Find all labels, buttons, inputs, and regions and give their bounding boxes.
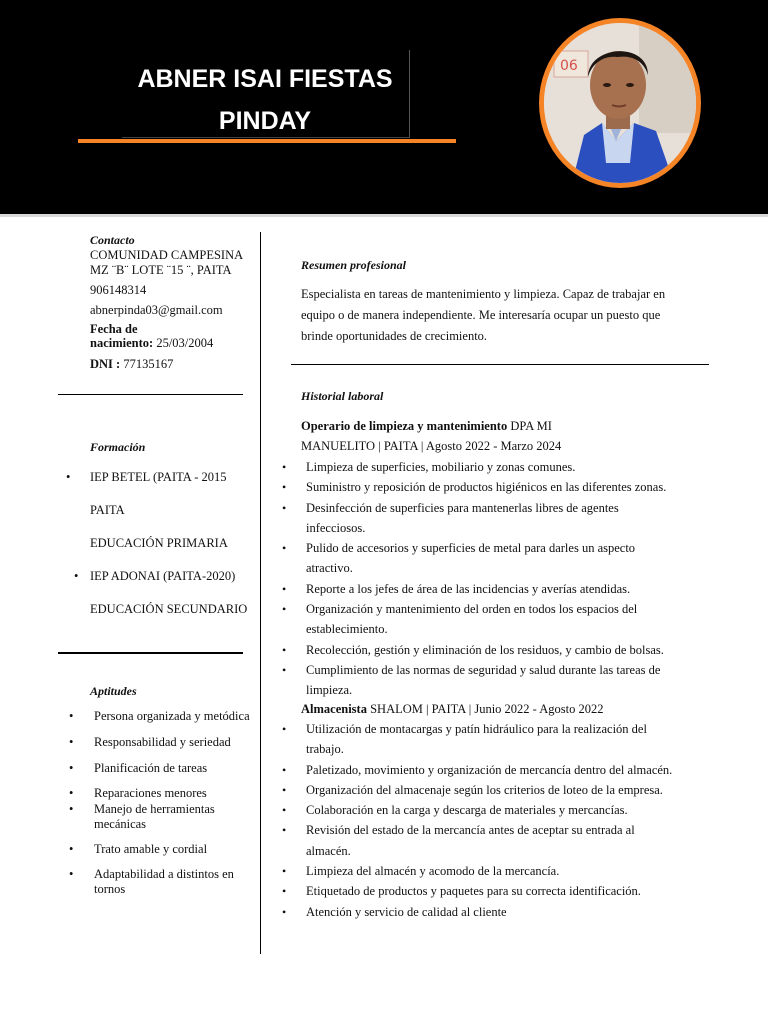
birth-label-2: nacimiento: bbox=[90, 336, 154, 350]
bullet-dot: • bbox=[74, 569, 79, 583]
school-1-level: EDUCACIÓN PRIMARIA bbox=[90, 536, 228, 550]
list-item: • Organización del almacenaje según los criterios de loteo de la empresa. bbox=[281, 780, 681, 800]
job-2-duties bbox=[281, 719, 681, 922]
divider-contact bbox=[58, 394, 243, 395]
name-line-2: PINDAY bbox=[218, 107, 312, 135]
phone: 906148314 bbox=[90, 283, 147, 297]
school-1: IEP BETEL (PAITA - 2015 bbox=[90, 470, 227, 484]
list-item: • Reporte a los jefes de área de las incidencias y averías atendidas. bbox=[281, 579, 681, 599]
accent-underline bbox=[78, 139, 456, 143]
svg-text:06: 06 bbox=[560, 58, 578, 74]
address-line-1: COMUNIDAD CAMPESINA bbox=[90, 248, 244, 262]
dni-value: 77135167 bbox=[120, 357, 174, 371]
list-item: • Trato amable y cordial bbox=[69, 842, 259, 857]
list-item: • Cumplimiento de las normas de seguridad y salud durante las tareas de limpieza. bbox=[281, 660, 681, 701]
list-item: • Paletizado, movimiento y organización de mercancía dentro del almacén. bbox=[281, 760, 681, 780]
aptitudes-title: Aptitudes bbox=[90, 684, 137, 698]
list-item: • Revisión del estado de la mercancía antes de aceptar su entrada al almacén. bbox=[281, 820, 681, 861]
resumen-title: Resumen profesional bbox=[301, 258, 407, 272]
list-item: • Recolección, gestión y eliminación de los residuos, y cambio de bolsas. bbox=[281, 640, 681, 660]
list-item: • Pulido de accesorios y superficies de metal para darles un aspecto atractivo. bbox=[281, 538, 681, 579]
school-1-city: PAITA bbox=[90, 503, 125, 517]
job-1-company: DPA MI bbox=[507, 419, 552, 433]
list-item: • Colaboración en la carga y descarga de materiales y mercancías. bbox=[281, 800, 681, 820]
job-1-details: MANUELITO | PAITA | Agosto 2022 - Marzo 2024 bbox=[301, 439, 562, 453]
list-item: • Etiquetado de productos y paquetes para su correcta identificación. bbox=[281, 881, 681, 901]
school-2-level: EDUCACIÓN SECUNDARIO bbox=[90, 602, 248, 616]
list-item: • Planificación de tareas bbox=[69, 761, 259, 776]
list-item: • Limpieza de superficies, mobiliario y zonas comunes. bbox=[281, 457, 681, 477]
list-item: • Adaptabilidad a distintos en tornos bbox=[69, 867, 241, 897]
list-item: • Suministro y reposición de productos higiénicos en las diferentes zonas. bbox=[281, 477, 681, 497]
address-line-2: MZ ¨B¨ LOTE ¨15 ¨, PAITA bbox=[90, 263, 232, 277]
job-2-role: Almacenista bbox=[301, 702, 367, 716]
dni bbox=[90, 355, 173, 373]
list-item: • Manejo de herramientas mecánicas bbox=[69, 802, 219, 832]
formacion-title: Formación bbox=[90, 440, 146, 454]
list-item: • Desinfección de superficies para mantenerlas libres de agentes infecciosos. bbox=[281, 498, 681, 539]
resumen-line-3: brinde oportunidades de crecimiento. bbox=[301, 329, 488, 343]
name-line-1: ABNER ISAI FIESTAS bbox=[137, 65, 393, 93]
bullet-dot: • bbox=[66, 470, 71, 484]
candidate-name bbox=[122, 58, 408, 142]
portrait-illustration bbox=[544, 23, 696, 183]
divider-resumen bbox=[291, 364, 709, 365]
email: abnerpinda03@gmail.com bbox=[90, 303, 223, 317]
job-2-heading bbox=[301, 700, 604, 718]
birth-value: 25/03/2004 bbox=[153, 336, 214, 350]
job-1-duties bbox=[281, 457, 681, 701]
resumen-line-2: equipo o de manera independiente. Me interesaría ocupar un puesto que bbox=[301, 308, 661, 322]
birth-label-1: Fecha de bbox=[90, 322, 138, 336]
column-divider bbox=[260, 232, 261, 954]
list-item: • Persona organizada y metódica bbox=[69, 709, 259, 724]
list-item: • Atención y servicio de calidad al cliente bbox=[281, 902, 681, 922]
resumen-line-1: Especialista en tareas de mantenimiento y limpieza. Capaz de trabajar en bbox=[301, 287, 666, 301]
header-divider bbox=[0, 214, 768, 217]
list-item: • Reparaciones menores bbox=[69, 786, 259, 801]
job-1-role: Operario de limpieza y mantenimiento bbox=[301, 419, 508, 433]
job-1-heading bbox=[301, 417, 552, 435]
list-item: • Utilización de montacargas y patín hidráulico para la realización del trabajo. bbox=[281, 719, 681, 760]
list-item: • Limpieza del almacén y acomodo de la mercancía. bbox=[281, 861, 681, 881]
birth-date bbox=[90, 334, 213, 352]
contact-title: Contacto bbox=[90, 233, 135, 247]
dni-label: DNI : bbox=[90, 357, 121, 371]
divider-formacion bbox=[58, 652, 243, 654]
job-2-company: SHALOM | PAITA | Junio 2022 - Agosto 2022 bbox=[366, 702, 604, 716]
list-item: • Responsabilidad y seriedad bbox=[69, 735, 259, 750]
school-2: IEP ADONAI (PAITA-2020) bbox=[90, 569, 236, 583]
historial-title: Historial laboral bbox=[301, 389, 384, 403]
profile-photo bbox=[539, 18, 701, 188]
list-item: • Organización y mantenimiento del orden en todos los espacios del establecimiento. bbox=[281, 599, 681, 640]
